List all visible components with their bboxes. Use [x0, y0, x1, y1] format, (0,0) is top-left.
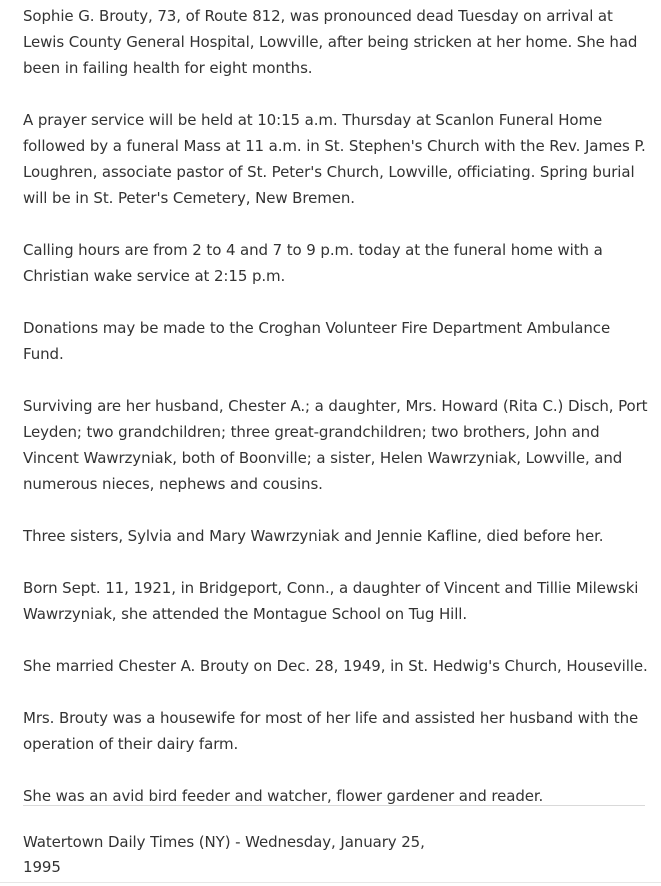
- obituary-paragraph: Surviving are her husband, Chester A.; a daughter, Mrs. Howard (Rita C.) Disch, Port Leyden; two grandchildren; three great-grandchildren; two brothers, John and Vincent Wawrzyniak, both of Boonville; a sister, Helen Wawrzyniak, Lowville, and numerous nieces, nephews and cousins.: [23, 397, 648, 493]
- obituary-body: [23, 3, 653, 809]
- obituary-paragraph: A prayer service will be held at 10:15 a.m. Thursday at Scanlon Funeral Home followed by a funeral Mass at 11 a.m. in St. Stephen's Church with the Rev. James P. Loughren, associate pastor of St. Peter's Church, Lowville, officiating. Spring burial will be in St. Peter's Cemetery, New Bremen.: [23, 111, 646, 207]
- obituary-paragraph: Donations may be made to the Croghan Volunteer Fire Department Ambulance Fund.: [23, 319, 611, 363]
- obituary-paragraph: Born Sept. 11, 1921, in Bridgeport, Conn., a daughter of Vincent and Tillie Milewski Wawrzyniak, she attended the Montague School on Tug Hill.: [23, 579, 639, 623]
- obituary-paragraph: Three sisters, Sylvia and Mary Wawrzyniak and Jennie Kafline, died before her.: [23, 527, 604, 545]
- obituary-paragraph: She married Chester A. Brouty on Dec. 28, 1949, in St. Hedwig's Church, Houseville.: [23, 657, 648, 675]
- obituary-paragraph: Sophie G. Brouty, 73, of Route 812, was pronounced dead Tuesday on arrival at Lewis County General Hospital, Lowville, after being stricken at her home. She had been in failing health for eight months.: [23, 7, 638, 77]
- obituary-paragraph: Calling hours are from 2 to 4 and 7 to 9 p.m. today at the funeral home with a Christian wake service at 2:15 p.m.: [23, 241, 603, 285]
- page-bottom-border: [0, 882, 661, 883]
- obituary-paragraph: Mrs. Brouty was a housewife for most of her life and assisted her husband with the operation of their dairy farm.: [23, 709, 639, 753]
- section-divider: [23, 805, 645, 806]
- source-citation: Watertown Daily Times (NY) - Wednesday, January 25, 1995: [23, 833, 425, 876]
- obituary-paragraph: She was an avid bird feeder and watcher, flower gardener and reader.: [23, 787, 544, 805]
